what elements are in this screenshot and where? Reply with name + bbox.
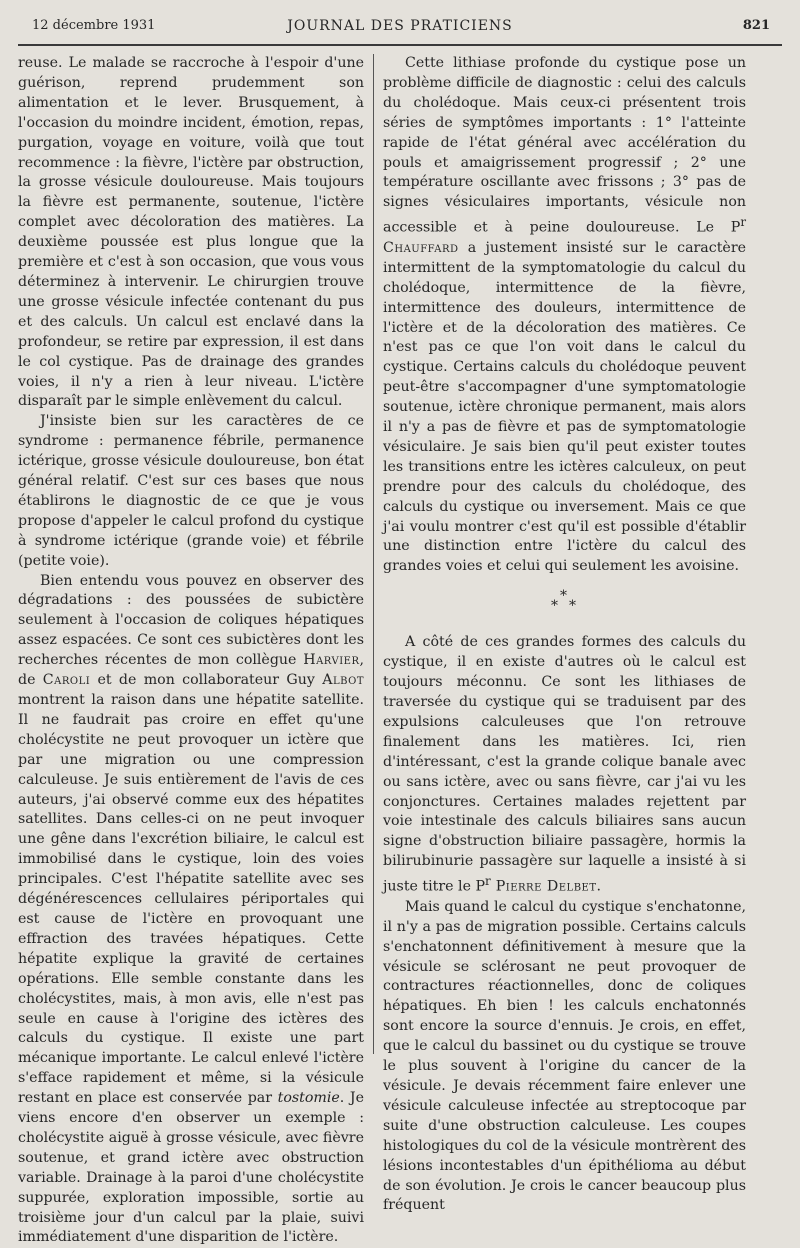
paragraph [383,633,746,898]
separator-star: * [560,588,567,605]
text-run: a justement insisté sur le caractère intermittent de la symptomatologie du calcul du cholédoque, intermittence de la fièvre, intermittence des douleurs, intermittence de l'ictère et de la décoloration des matières. Ce n'est pas ce que l'on voit dans le calcul du cystique. Certains calculs du cholédoque peuvent peut-être s'accompagner d'une symptomatologie soutenue, ictère chronique permanent, mais alors il n'y a pas de fièvre et pas de symptomatologie vésiculaire. Je sais bien qu'il peut exister toutes les transitions entre les ictères calculeux, on peut prendre pour des calculs du cholédoque, des calculs du cystique ou inversement. Mais ce que j'ai voulu montrer c'est qu'il est possible d'établir une distinction entre l'ictère du calcul des grandes voies et celui qui seulement les avoisine. [383,239,746,575]
section-separator [383,577,746,633]
italic-term: tostomie [277,1090,340,1107]
title-abbrev: r [740,215,746,230]
author-name: Chauffard [383,239,459,256]
paragraph [383,54,746,577]
paragraph [18,572,364,1248]
text-run: montrent la raison dans une hépatite satellite. Il ne faudrait pas croire en effet qu'une cholécystite ne peut provoquer un ictère que par une migration ou une compression calculeuse. Je suis entièrement de l'avis de ces auteurs, j'ai observé comme eux des hépatites satellites. Dans celles-ci on ne peut invoquer une gêne dans l'excrétion biliaire, le calcul est immobilisé dans le cystique, loin des voies principales. C'est l'hépatite satellite avec ses dégénérescences cellulaires périportales qui est cause de l'ictère en provoquant une effraction des travées hépatiques. Cette hépatite explique la gravité de certaines opérations. Elle semble constante dans les cholécystites, mais, à mon avis, elle n'est pas seule en cause à l'origine des ictères des calculs du cystique. Il existe une part mécanique importante. Le calcul enlevé l'ictère s'efface rapidement et même, si la vésicule restant en place est conservée par [18,692,364,1107]
separator-star: * [569,598,576,615]
author-name: Pierre Delbet [490,878,597,895]
left-column [18,54,364,1246]
title-abbrev: r [485,874,491,889]
text-run: et de mon collaborateur Guy [90,672,323,689]
text-run: A côté de ces grandes formes des calculs du cystique, il en existe d'autres où le calcul est toujours méconnu. Ce sont les lithiases de traversée du cystique qui se traduisent par des expulsions calculeuses que l'on retrouve finalement dans les matières. Ici, rien d'intéressant, c'est la grande colique banale avec ou sans ictère, avec ou sans fièvre, car j'ai vu les conjonctures. Certaines malades rejettent par voie intestinale des calculs biliaires sans aucun signe d'obstruction biliaire passagère, hormis la bilirubinurie passagère sur laquelle a insisté à si juste titre le P [383,634,746,895]
journal-title: JOURNAL DES PRATICIENS [287,18,513,34]
page-number: 821 [742,18,770,33]
text-run: , de [18,652,364,689]
author-name: Albot [322,672,364,689]
issue-date: 12 décembre 1931 [32,18,156,33]
page-header [18,14,782,46]
text-run: . Je viens encore d'en observer un exemple : cholécystite aiguë à grosse vésicule, avec fièvre soutenue, et grand ictère avec obstruction variable. Drainage à la paroi d'une cholécystite suppurée, exploration impossible, sortie au troisième jour d'un calcul par la plaie, suivi immédiatement d'une disparition de l'ictère. [18,1090,364,1246]
author-name: Caroli [42,672,91,689]
paragraph: J'insiste bien sur les caractères de ce syndrome : permanence fébrile, permanence ictérique, grosse vésicule douloureuse, bon état général relatif. C'est sur ces bases que nous établirons le diagnostic de ce que je vous propose d'appeler le calcul profond du cystique à syndrome ictérique (grande voie) et fébrile (petite voie). [18,413,364,569]
paragraph: reuse. Le malade se raccroche à l'espoir d'une guérison, reprend prudemment son alimentation et le lever. Brusquement, à l'occasion du moindre incident, émotion, repas, purgation, voyage en voiture, voilà que tout recommence : la fièvre, l'ictère par obstruction, la grosse vésicule douloureuse. Mais toujours la fièvre est permanente, soutenue, l'ictère complet avec décoloration des matières. La deuxième poussée est plus longue que la première et c'est à son occasion, que vous vous déterminez à intervenir. Le chirurgien trouve une grosse vésicule infectée contenant du pus et des calculs. Un calcul est enclavé dans la profondeur, se retire par expression, il est dans le col cystique. Pas de drainage des grandes voies, il n'y a rien à leur niveau. L'ictère disparaît par le simple enlèvement du calcul. [18,55,364,410]
text-run: . [596,878,602,895]
author-name: Harvier [303,652,360,669]
paragraph: Mais quand le calcul du cystique s'enchatonne, il n'y a pas de migration possible. Certains calculs s'enchatonnent définitivement à mesure que la vésicule se sclérosant ne peut provoquer de contractures réactionnelles, donc de coliques hépatiques. Eh bien ! les calculs enchatonnés sont encore la source d'ennuis. Je crois, en effet, que le calcul du bassinet ou du cystique se trouve le plus souvent à l'origine du cancer de la vésicule. Je devais récemment faire enlever une vésicule calculeuse infectée au streptocoque par suite d'une obstruction calculeuse. Les coupes histologiques du col de la vésicule montrèrent des lésions incontestables d'un épithélioma au début de son évolution. Je crois le cancer beaucoup plus fréquent [383,898,746,1214]
right-column [383,54,746,1214]
separator-star: * [551,598,558,615]
text-run: Bien entendu vous pouvez en observer des dégradations : des poussées de subictère seulement à l'occasion de coliques hépatiques assez espacées. Ce sont ces subictères dont les recherches récentes de mon collègue [18,572,364,669]
text-run: Cette lithiase profonde du cystique pose un problème difficile de diagnostic : celui des calculs du cholédoque. Mais ceux-ci présentent trois séries de symptômes importants : 1° l'atteinte rapide de l'état général avec accélération du pouls et amaigrissement progressif ; 2° une température oscillante avec frissons ; 3° pas de signes vésiculaires importants, vésicule non accessible et à peine douloureuse. Le P [383,55,746,236]
column-divider [373,54,374,1054]
